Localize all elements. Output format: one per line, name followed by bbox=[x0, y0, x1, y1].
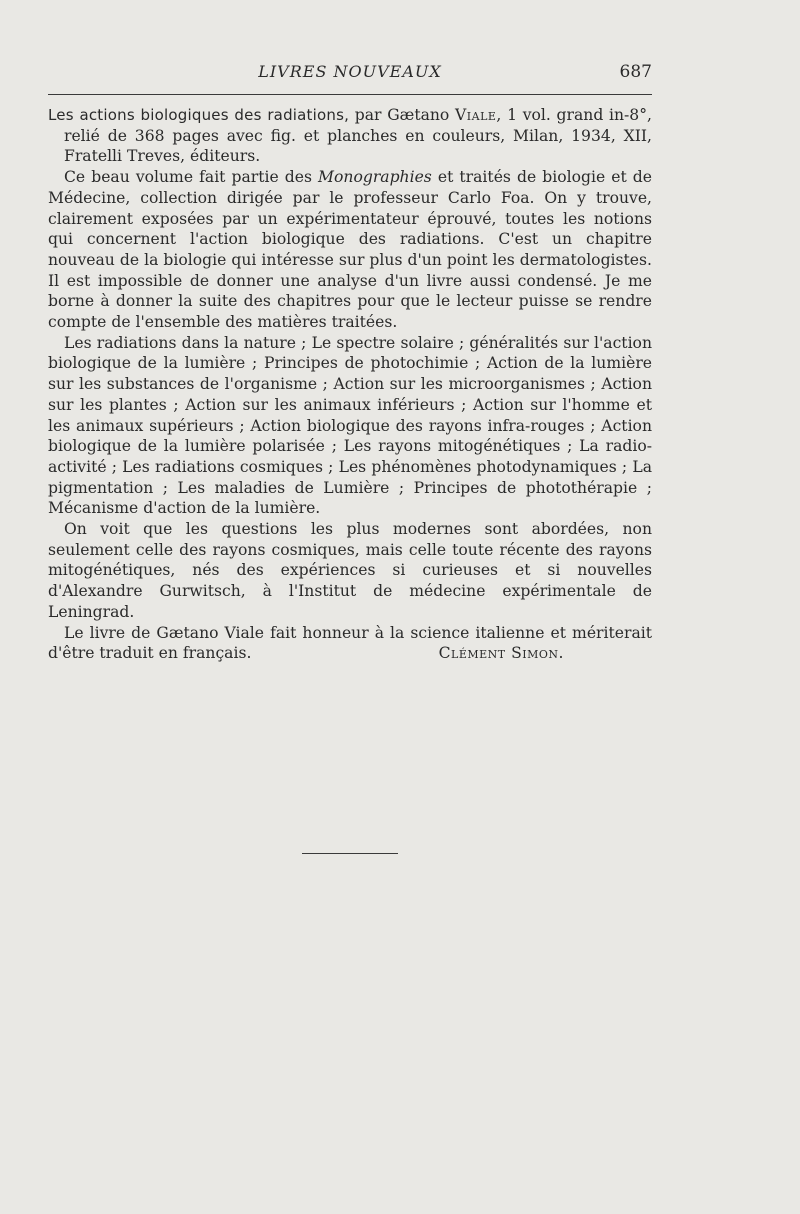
page-number: 687 bbox=[619, 62, 652, 82]
review-paragraph-2: Les radiations dans la nature ; Le spectre solaire ; généralités sur l'action biologique de la lumière ; Principes de photochimie ; Action de la lumière sur les substances de l'organisme ; Action sur les microorganismes ; Action sur les plantes ; Action sur les animaux inférieurs ; Action sur l'homme et les animaux supérieurs ; Action biologique des rayons infra-rouges ; Action biologique de la lumière polarisée ; Les rayons mitogénétiques ; La radio-activité ; Les radiations cosmiques ; Les phénomènes photodynamiques ; La pigmentation ; Les maladies de Lumière ; Principes de photothérapie ; Mécanisme d'action de la lumière. bbox=[48, 333, 652, 518]
review-paragraph-4 bbox=[48, 623, 652, 664]
series-title: Monographies bbox=[318, 168, 432, 187]
by-text: par Gætano bbox=[349, 106, 456, 124]
header-rule bbox=[48, 94, 652, 95]
bibliographic-entry bbox=[48, 105, 652, 167]
book-review bbox=[48, 105, 652, 664]
book-title: Les actions biologiques des radiations, bbox=[48, 106, 350, 124]
paragraph-1-rest: et traités de biologie et de Médecine, collection dirigée par le professeur Carlo Foa. On y trouve, clairement exposées par un expérimentateur éprouvé, toutes les notions qui concernent l'action biologique des radiations. C'est un chapitre nouveau de la biologie qui intéresse sur plus d'un point les dermatologistes. Il est impossible de donner une analyse d'un livre aussi condensé. Je me borne à donner la suite des chapitres pour que le lecteur puisse se rendre compte de l'ensemble des matières traitées. bbox=[48, 168, 652, 332]
review-paragraph-3: On voit que les questions les plus modernes sont abordées, non seulement celle des rayons cosmiques, mais celle toute récente des rayons mitogénétiques, nés des expériences si curieuses et si nouvelles d'Alexandre Gurwitsch, à l'Institut de médecine expérimentale de Leningrad. bbox=[48, 520, 652, 621]
running-title: LIVRES NOUVEAUX bbox=[258, 62, 442, 81]
document-page bbox=[48, 0, 652, 1214]
paragraph-4-text: Le livre de Gætano Viale fait honneur à la science italienne et mériterait d'être traduit en français. bbox=[48, 623, 652, 663]
end-rule bbox=[302, 853, 398, 854]
book-author: Viale bbox=[455, 106, 497, 124]
paragraph-1-start: Ce beau volume fait partie des bbox=[64, 168, 319, 187]
reviewer-signature: Clément Simon. bbox=[438, 644, 564, 663]
bibliographic-details: , 1 vol. grand in-8°, relié de 368 pages avec fig. et planches en couleurs, Milan, 1934, XII, Fratelli Treves, éditeurs. bbox=[64, 106, 652, 166]
running-head bbox=[48, 60, 652, 88]
review-paragraph-1 bbox=[48, 167, 652, 333]
